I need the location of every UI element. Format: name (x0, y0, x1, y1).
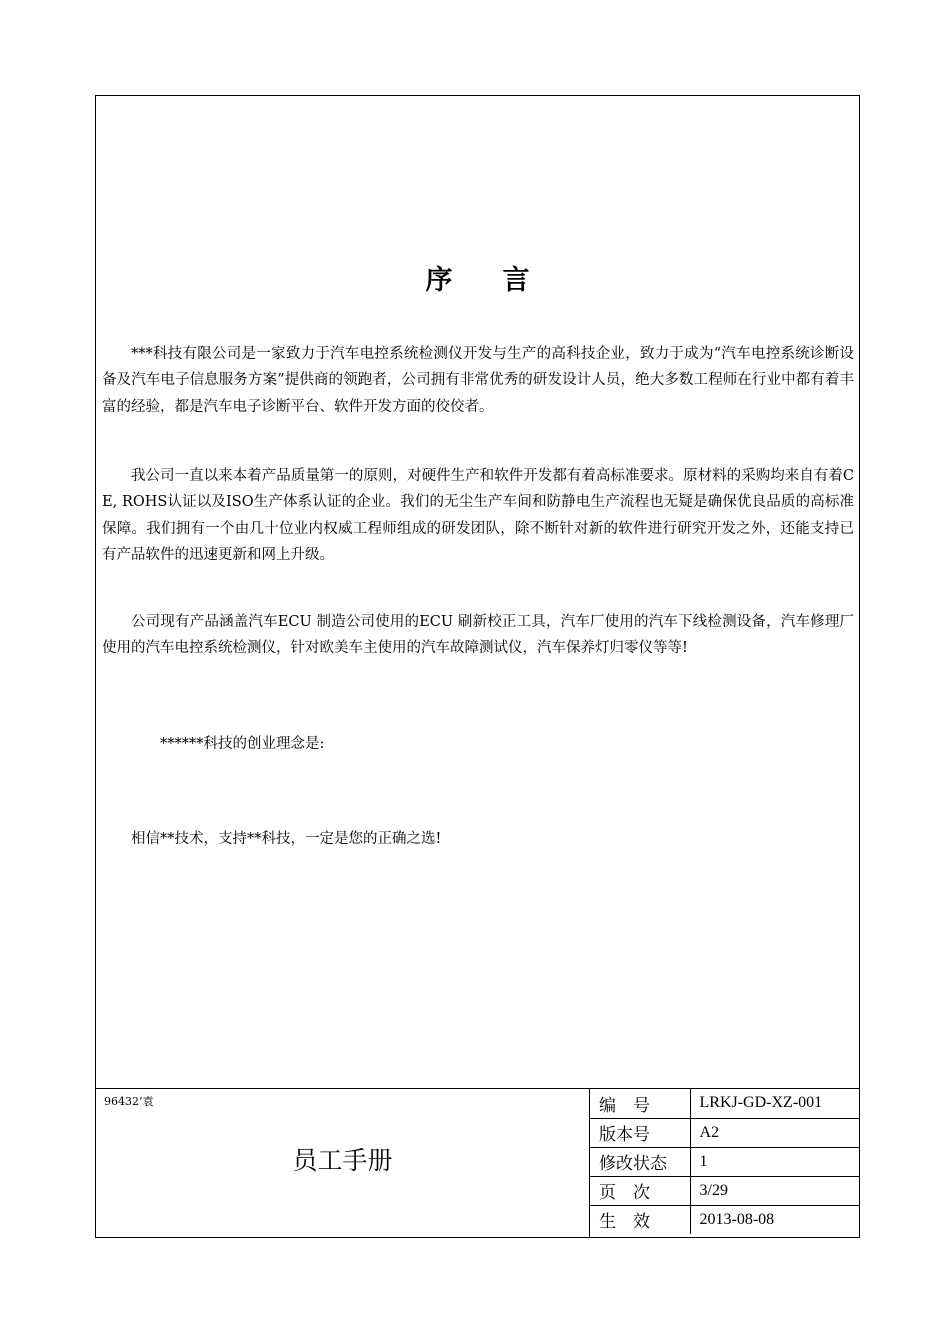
meta-value: 1 (690, 1147, 859, 1176)
meta-label: 编 号 (590, 1089, 690, 1118)
meta-row-effective (590, 1205, 859, 1234)
meta-row-number (590, 1089, 859, 1118)
preface-paragraph-philosophy: ******科技的创业理念是: (160, 735, 325, 752)
page-frame (95, 95, 860, 1238)
preface-paragraph-quality: 我公司一直以来本着产品质量第一的原则，对硬件生产和软件开发都有着高标准要求。原材料的采购均来自有着CE, ROHS认证以及ISO生产体系认证的企业。我们的无尘生产车间和防静电生产流程也无疑是确保优良品质的高标准保障。我们拥有一个由几十位业内权威工程师组成的研发团队，除不断针对新的软件进行研究开发之外，还能支持已有产品软件的迅速更新和网上升级。 (102, 467, 854, 563)
preface-paragraph-slogan: 相信**技术，支持**科技，一定是您的正确之选! (131, 830, 442, 847)
meta-row-page (590, 1176, 859, 1205)
preface-paragraph-company-intro: ***科技有限公司是一家致力于汽车电控系统检测仪开发与生产的高科技企业，致力于成为“汽车电控系统诊断设备及汽车电子信息服务方案”提供商的领跑者，公司拥有非常优秀的研发设计人员，绝大多数工程师在行业中都有着丰富的经验，都是汽车电子诊断平台、软件开发方面的佼佼者。 (102, 345, 854, 415)
meta-value: A2 (690, 1118, 859, 1147)
doc-title: 员工手册 (292, 1146, 393, 1175)
meta-row-revision (590, 1147, 859, 1176)
document-footer (96, 1088, 859, 1237)
preface-paragraph-products: 公司现有产品涵盖汽车ECU 制造公司使用的ECU 刷新校正工具，汽车厂使用的汽车下线检测设备，汽车修理厂使用的汽车电控系统检测仪，针对欧美车主使用的汽车故障测试仪，汽车保养灯归零仪等等! (102, 613, 854, 656)
preface-section (96, 96, 859, 1088)
preface-title: 序言 (425, 265, 580, 296)
meta-label: 修改状态 (590, 1147, 690, 1176)
footer-title-block (96, 1089, 590, 1237)
meta-label: 页 次 (590, 1176, 690, 1205)
doc-code: 96432‘袁 (104, 1095, 154, 1108)
meta-row-version (590, 1118, 859, 1147)
meta-value: 3/29 (690, 1176, 859, 1205)
meta-value: 2013-08-08 (699, 1210, 775, 1228)
doc-meta-table (590, 1089, 859, 1234)
meta-value: LRKJ-GD-XZ-001 (690, 1089, 859, 1118)
meta-label: 版本号 (590, 1118, 690, 1147)
meta-label: 生 效 (590, 1205, 690, 1234)
